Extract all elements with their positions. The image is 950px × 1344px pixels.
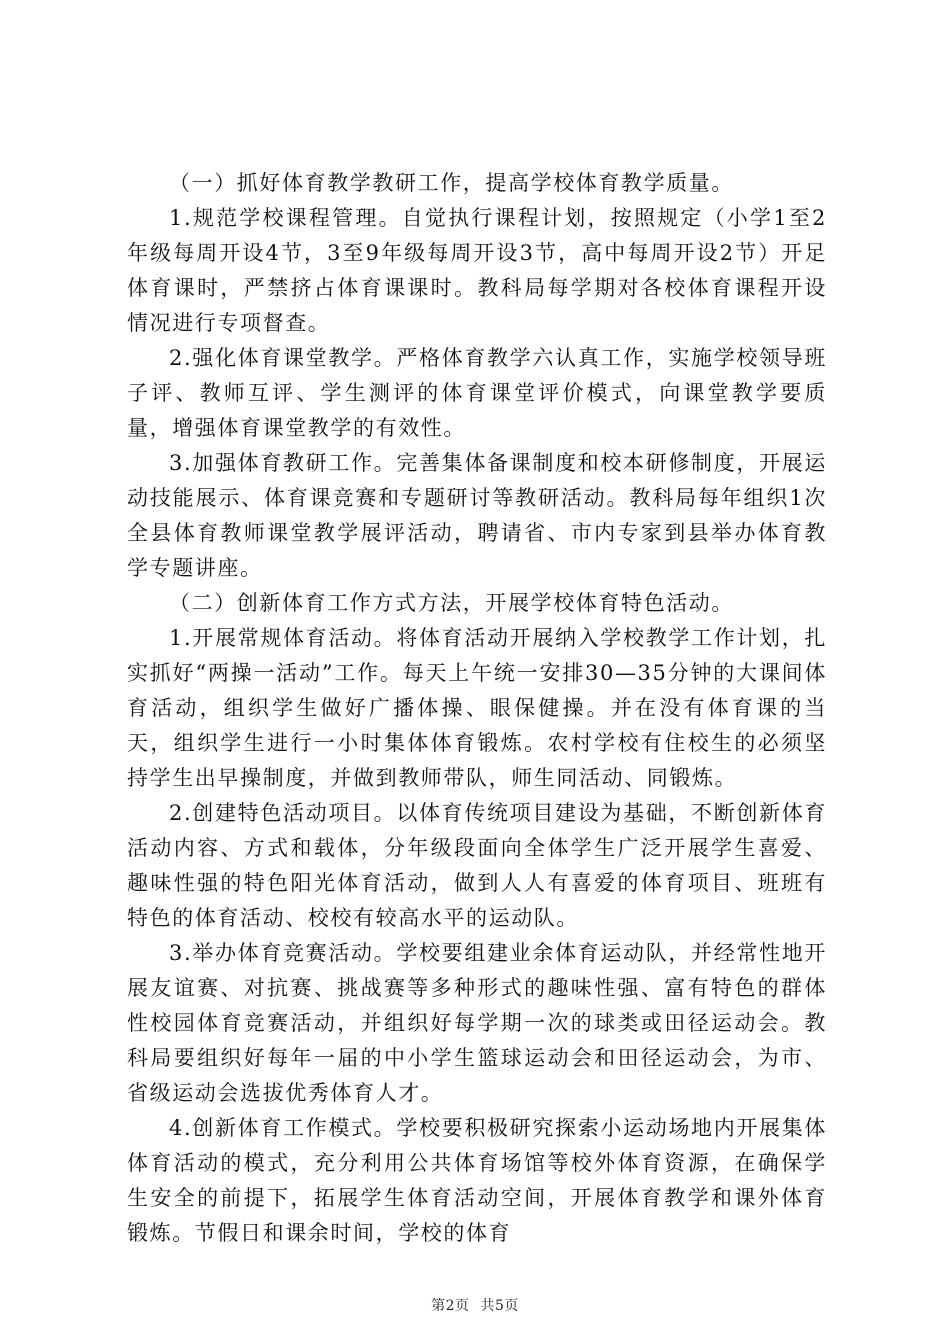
paragraph-2-4: 4.创新体育工作模式。学校要积极研究探索小运动场地内开展集体体育活动的模式，充分利用公共体育场馆等校外体育资源，在确保学生安全的前提下，拓展学生体育活动空间，开展体育教学和课外体育锻炼。节假日和课余时间，学校的体育 bbox=[127, 1116, 827, 1245]
paragraph-1-2: 2.强化体育课堂教学。严格体育教学六认真工作，实施学校领导班子评、教师互评、学生测评的体育课堂评价模式，向课堂教学要质量，增强体育课堂教学的有效性。 bbox=[127, 346, 827, 440]
page-number-total: 共5页 bbox=[480, 1298, 519, 1314]
paragraph-2-2: 2.创建特色活动项目。以体育传统项目建设为基础，不断创新体育活动内容、方式和载体，分年级段面向全体学生广泛开展学生喜爱、趣味性强的特色阳光体育活动，做到人人有喜爱的体育项目、班班有特色的体育活动、校校有较高水平的运动队。 bbox=[127, 801, 827, 930]
paragraph-1-3: 3.加强体育教研工作。完善集体备课制度和校本研修制度，开展运动技能展示、体育课竞赛和专题研讨等教研活动。教科局每年组织1次全县体育教师课堂教学展评活动，聘请省、市内专家到县举办体育教学专题讲座。 bbox=[127, 451, 827, 580]
page-number-current: 第2页 bbox=[431, 1298, 470, 1314]
section-heading-2: （二）创新体育工作方式方法，开展学校体育特色活动。 bbox=[169, 591, 734, 615]
paragraph-1-1: 1.规范学校课程管理。自觉执行课程计划，按照规定（小学1至2年级每周开设4节，3至9年级每周开设3节，高中每周开设2节）开足体育课时，严禁挤占体育课课时。教科局每学期对各校体育课程开设情况进行专项督查。 bbox=[127, 206, 827, 335]
page-footer bbox=[0, 1295, 950, 1315]
section-heading-1: （一）抓好体育教学教研工作，提高学校体育教学质量。 bbox=[169, 171, 734, 195]
document-body bbox=[127, 166, 827, 1251]
paragraph-2-1: 1.开展常规体育活动。将体育活动开展纳入学校教学工作计划，扎实抓好“两操一活动”工作。每天上午统一安排30—35分钟的大课间体育活动，组织学生做好广播体操、眼保健操。并在没有体育课的当天，组织学生进行一小时集体体育锻炼。农村学校有住校生的必须坚持学生出早操制度，并做到教师带队，师生同活动、同锻炼。 bbox=[127, 626, 827, 790]
paragraph-2-3: 3.举办体育竞赛活动。学校要组建业余体育运动队，并经常性地开展友谊赛、对抗赛、挑战赛等多种形式的趣味性强、富有特色的群体性校园体育竞赛活动，并组织好每学期一次的球类或田径运动会。教科局要组织好每年一届的中小学生篮球运动会和田径运动会，为市、省级运动会选拔优秀体育人才。 bbox=[127, 941, 827, 1105]
